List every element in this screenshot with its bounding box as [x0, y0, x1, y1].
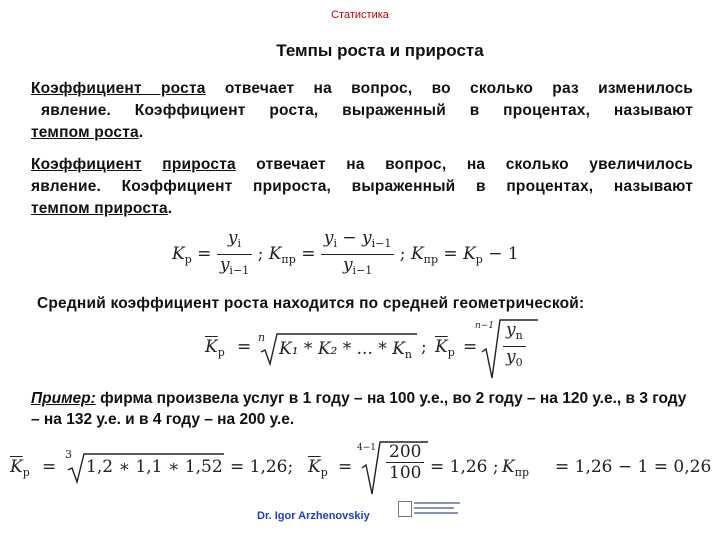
y0: y	[506, 347, 516, 367]
fraction-yi-over-yim1	[217, 228, 252, 281]
kp-symbol: K	[172, 244, 185, 264]
equals-sign: =	[42, 457, 57, 477]
minus-sign: −	[488, 244, 503, 264]
equals-sign: =	[463, 337, 478, 357]
institution-logo-mark	[414, 501, 460, 520]
equals-sign: =	[237, 337, 252, 357]
para2-line1	[31, 154, 693, 176]
star: *	[342, 339, 352, 359]
para1-line3-end: .	[138, 124, 144, 141]
fraction-increment	[321, 228, 395, 281]
para1-line2: явление. Коэффициент роста, выраженный в процентах, называют	[41, 102, 693, 119]
result-kpr: = 1,26 − 1 = 0,26	[555, 457, 712, 477]
root-index-4m1: 4−1	[357, 443, 376, 453]
yi-subscript: i	[237, 237, 242, 250]
kp-bar-letter: $\overline{K}$	[205, 337, 218, 357]
numerator-200: 200	[386, 442, 424, 463]
term-increment: прироста	[162, 156, 236, 173]
footer-author: Dr. Igor Arzhenovskiy	[257, 510, 370, 522]
yim1-symbol: y	[219, 255, 230, 275]
yim1-subscript: i−1	[371, 237, 392, 250]
kpr-subscript: пр	[514, 466, 530, 479]
formula-mean-growth	[205, 318, 545, 380]
example-paragraph	[31, 388, 696, 430]
yn-subscript: n	[515, 329, 523, 342]
equals-sign: =	[301, 244, 316, 264]
star: *	[378, 339, 387, 359]
kp-bar-symbol	[205, 337, 225, 359]
formula-example-calculation	[10, 440, 715, 496]
root-index-n: n	[258, 331, 266, 344]
yim1-subscript: i−1	[229, 264, 250, 277]
example-text: фирма произвела услуг в 1 году – на 100 у.е., во 2 году – на 120 у.е., в 3 году – на 132 у.е. и в 4 году – на 200 у.е.	[31, 390, 687, 428]
denominator-100: 100	[389, 463, 422, 483]
kpr-subscript: пр	[281, 253, 296, 266]
yim1-symbol: y	[342, 255, 353, 275]
root-index-nm1: n−1	[475, 321, 495, 331]
semicolon: ;	[421, 337, 427, 357]
radicand-values: 1,2 ∗ 1,1 ∗ 1,52	[86, 457, 223, 477]
radicand-product	[279, 339, 412, 361]
equals-sign: =	[443, 244, 458, 264]
dots: ...	[356, 339, 373, 359]
presentation-header: Статистика	[331, 9, 389, 21]
kpr-symbol-3	[502, 457, 529, 479]
formula-growth-increment	[172, 228, 519, 281]
result-kp-1: = 1,26;	[230, 457, 294, 477]
kn-subscript: n	[404, 348, 412, 361]
yn: y	[506, 320, 516, 340]
fraction-200-over-100	[386, 442, 424, 483]
kpr-letter: K	[502, 457, 515, 477]
para2-line3-end: .	[167, 200, 173, 217]
kp-symbol: K	[463, 244, 476, 264]
fraction-yn-over-y0	[503, 320, 526, 373]
equals-sign: =	[197, 244, 212, 264]
term-coefficient: Коэффициент	[31, 156, 142, 173]
kpr-symbol: K	[410, 244, 424, 264]
kp-bar-letter: $\overline{K}$	[308, 457, 321, 477]
paragraph-growth-coefficient	[31, 78, 693, 144]
kp-bar-subscript: р	[217, 346, 225, 359]
para1-line1-text: отвечает на вопрос, во сколько раз изменилось	[205, 80, 693, 97]
kp-bar-subscript: р	[22, 466, 30, 479]
kp-bar-letter: $\overline{K}$	[435, 337, 448, 357]
kp-subscript: р	[184, 253, 192, 266]
result-kp-2: = 1,26 ;	[430, 457, 499, 477]
yim1-symbol: y	[362, 228, 372, 248]
slide-title: Темпы роста и прироста	[276, 41, 484, 60]
k2: K₂	[317, 339, 338, 359]
kp-bar-subscript: р	[320, 466, 328, 479]
yim1-subscript: i−1	[352, 264, 373, 277]
paragraph-mean-growth: Средний коэффициент роста находится по средней геометрической:	[37, 295, 585, 312]
semicolon: ;	[257, 244, 264, 264]
institution-logo	[398, 501, 412, 517]
semicolon: ;	[399, 244, 406, 264]
y0-subscript: 0	[515, 356, 523, 369]
kp-bar-symbol-3	[10, 457, 30, 479]
k1: K₁	[279, 339, 299, 359]
kpr-symbol: K	[268, 244, 282, 264]
term-increment-rate: темпом прироста	[31, 200, 168, 217]
term-growth-coefficient: Коэффициент роста	[31, 80, 206, 97]
example-label: Пример:	[31, 390, 96, 407]
paragraph-increment-coefficient	[31, 154, 693, 220]
para2-line2: явление. Коэффициент прироста, выраженный в процентах, называют	[31, 178, 693, 195]
kpr-subscript: пр	[423, 253, 439, 266]
one: 1	[507, 244, 519, 264]
yi-symbol: y	[323, 228, 334, 248]
para2-line1-text: отвечает на вопрос, на сколько увеличилось	[235, 156, 693, 173]
root-index-3: 3	[65, 448, 72, 461]
equals-sign: =	[338, 457, 353, 477]
kn: K	[392, 339, 405, 359]
kp-subscript: р	[475, 253, 483, 266]
kp-bar-subscript: р	[447, 346, 455, 359]
para1-line1	[31, 78, 693, 100]
minus-sign: −	[342, 228, 357, 248]
kp-bar-letter: $\overline{K}$	[10, 457, 23, 477]
yi-subscript: i	[333, 237, 337, 250]
kp-bar-symbol-4	[308, 457, 328, 479]
para2-line3	[31, 200, 172, 217]
term-growth-rate: темпом роста	[31, 124, 139, 141]
yi-symbol: y	[227, 228, 238, 248]
para1-line3	[31, 124, 143, 141]
kp-bar-symbol-2	[435, 337, 455, 359]
star: *	[303, 339, 313, 359]
